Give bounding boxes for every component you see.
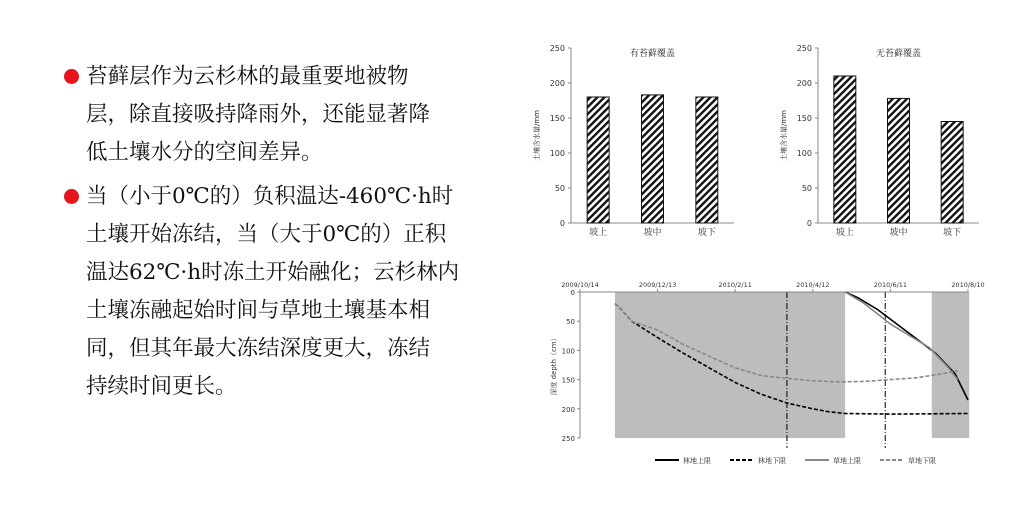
y-tick-label: 200 — [561, 405, 575, 414]
bar — [587, 97, 609, 223]
y-tick-label: 0 — [806, 219, 812, 228]
chart-title: 无苔藓覆盖 — [875, 49, 922, 59]
bullet-line: 同，但其年最大冻结深度更大，冻结 — [86, 336, 431, 361]
x-tick-label: 2010/4/12 — [796, 281, 830, 289]
y-tick-label: 100 — [796, 149, 812, 158]
bullet-line: 土壤开始冻结，当（大于0℃的）正积 — [86, 222, 447, 247]
legend-label: 林地下限 — [758, 457, 786, 465]
bar — [888, 98, 910, 223]
x-tick-label: 坡上 — [835, 228, 854, 238]
bar-chart-no-moss — [779, 44, 979, 238]
bullet-line: 层，除直接吸持降雨外，还能显著降 — [86, 102, 431, 127]
y-tick-label: 0 — [570, 289, 575, 297]
y-tick-label: 50 — [554, 184, 565, 193]
y-tick-label: 150 — [549, 114, 565, 123]
x-tick-label: 2010/6/11 — [873, 281, 908, 289]
y-axis-label: 深度 depth（cm） — [550, 334, 558, 396]
frozen-period-shade — [932, 292, 970, 438]
bullet-line: 持续时间更长。 — [86, 374, 237, 399]
legend-label: 林地上限 — [683, 457, 711, 465]
y-tick-label: 100 — [549, 149, 565, 158]
legend-label: 草地上限 — [833, 457, 861, 465]
y-tick-label: 250 — [549, 44, 565, 53]
x-tick-label: 2010/2/11 — [718, 281, 752, 289]
x-tick-label: 坡中 — [643, 228, 662, 238]
x-tick-label: 2010/8/10 — [951, 281, 985, 289]
x-tick-label: 坡上 — [589, 228, 608, 238]
bullet-line: 温达62℃·h时冻土开始融化；云杉林内 — [86, 260, 460, 285]
y-tick-label: 150 — [561, 376, 575, 385]
legend-label: 草地下限 — [908, 457, 936, 465]
bullet-line: 低土壤水分的空间差异。 — [86, 140, 323, 165]
x-tick-label: 坡中 — [889, 228, 908, 238]
freeze-thaw-depth-chart — [549, 281, 985, 465]
bullet-line: 当（小于0℃的）负积温达-460℃·h时 — [86, 184, 454, 209]
x-tick-label: 坡下 — [697, 228, 716, 238]
bar — [696, 97, 718, 223]
bar — [941, 122, 963, 224]
y-axis-label: 土壤含水量/mm — [533, 110, 541, 161]
y-tick-label: 150 — [796, 114, 812, 123]
y-tick-label: 250 — [796, 44, 812, 53]
x-tick-label: 2009/10/14 — [561, 281, 599, 289]
y-tick-label: 250 — [561, 435, 575, 443]
bar-chart-moss-covered — [532, 44, 734, 238]
bullet-line: 苔藓层作为云杉林的最重要地被物 — [86, 64, 409, 89]
y-tick-label: 50 — [801, 184, 812, 193]
y-tick-label: 200 — [549, 79, 565, 88]
x-tick-label: 2009/12/13 — [638, 281, 677, 289]
y-tick-label: 200 — [796, 79, 812, 88]
y-tick-label: 50 — [566, 318, 575, 327]
bar — [642, 95, 664, 223]
x-tick-label: 坡下 — [943, 228, 962, 238]
y-tick-label: 100 — [561, 347, 575, 356]
bar — [834, 76, 856, 223]
y-axis-label: 土壤含水量/mm — [780, 110, 788, 161]
y-tick-label: 0 — [559, 219, 565, 228]
bullet-line: 土壤冻融起始时间与草地土壤基本相 — [86, 298, 431, 323]
chart-title: 有苔藓覆盖 — [629, 49, 676, 59]
